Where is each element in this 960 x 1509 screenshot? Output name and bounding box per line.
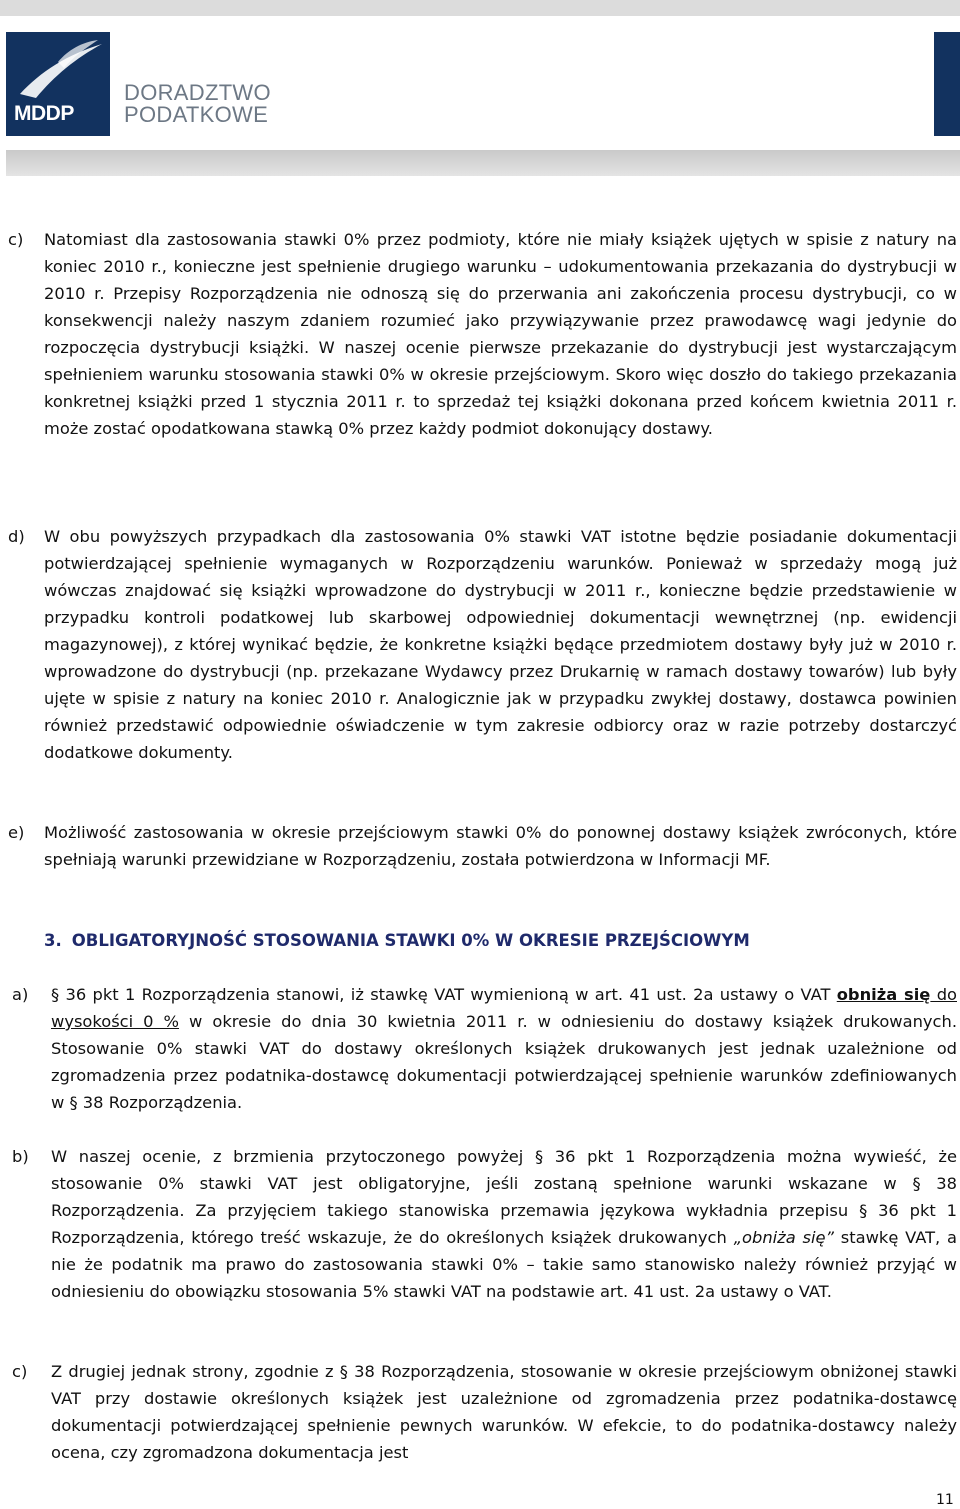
section-title: OBLIGATORYJNOŚĆ STOSOWANIA STAWKI 0% W OKRESIE PRZEJŚCIOWYM [71,931,750,950]
brand-name [124,82,271,126]
item-text: Natomiast dla zastosowania stawki 0% przez podmioty, które nie miały książek ujętych w spisie z natury na koniec 2010 r., konieczne jest spełnienie drugiego warunku – udokumentowania przekazania do dystrybucji w 2010 r. Przepisy Rozporządzenia nie odnoszą się do przerwania ani zakończenia procesu dystrybucji, co w konsekwencji należy naszym zdaniem rozumieć jako przywiązywanie przez prawodawcę wagi jedynie do rozpoczęcia dystrybucji książki. W naszej ocenie pierwsze przekazanie do dystrybucji jest wystarczającym spełnieniem warunku stosowania stawki 0% w okresie przejściowym. Skoro więc doszło do takiego przekazania konkretnej książki przed 1 stycznia 2011 r. to sprzedaż tej książki dokonana przed końcem kwietnia 2011 r. może zostać opodatkowana stawką 0% przez każdy podmiot dokonujący dostawy. [44,230,957,438]
item-text [51,981,957,1116]
item-text [51,1143,957,1305]
item-label: c) [8,230,24,249]
list-item [0,523,960,766]
page-number: 11 [936,1492,954,1508]
section-heading [44,930,760,952]
header-top-bar [0,0,960,16]
list-item [0,1358,960,1466]
text-segment: stawkę VAT, a nie że podatnik ma prawo do zastosowania stawki 0% – takie samo stanowisko należy również przyjąć w odniesieniu do obowiązku stosowania 5% stawki VAT na podstawie art. 41 ust. 2a ustawy o VAT. [51,1228,958,1301]
list-item [0,819,960,873]
company-logo [6,32,110,136]
item-label: a) [12,985,29,1004]
section-number: 3. [44,931,62,950]
list-item [0,226,960,442]
item-text: Możliwość zastosowania w okresie przejściowym stawki 0% do ponownej dostawy książek zwróconych, które spełniają warunki przewidziane w Rozporządzeniu, została potwierdzona w Informacji MF. [44,823,957,869]
item-label: e) [8,823,25,842]
italic-quote: „obniża się” [733,1228,834,1247]
item-label: c) [12,1362,28,1381]
brand-line-2: PODATKOWE [124,102,269,127]
text-segment: W naszej ocenie, z brzmienia przytoczonego powyżej § 36 pkt 1 Rozporządzenia można wywieść, że stosowanie 0% stawki VAT jest obligatoryjne, jeśli zostaną spełnione warunki wskazane w § 38 Rozporządzenia. Za przyjęciem takiego stanowiska przemawia językowa wykładnia przepisu § 36 pkt 1 Rozporządzenia, którego treść wskazuje, że do określonych książek drukowanych [51,1147,957,1247]
item-label: b) [12,1147,29,1166]
list-item [0,981,960,1116]
logo-text: MDDP [14,102,74,125]
underlined-text: do wysokości 0 % [51,985,957,1031]
text-segment: § 36 pkt 1 Rozporządzenia stanowi, iż stawkę VAT wymienioną w art. 41 ust. 2a ustawy o VAT [51,985,837,1004]
header-divider-band [6,150,960,176]
brand-line-1: DORADZTWO [124,80,271,105]
item-text: W obu powyższych przypadkach dla zastosowania 0% stawki VAT istotne będzie posiadanie dokumentacji potwierdzającej spełnienie wymaganych w Rozporządzeniu warunków. Ponieważ w sprzedaży mogą już wówczas znajdować się książki wprowadzone do dystrybucji w 2011 r., konieczne będzie przedstawienie w przypadku kontroli podatkowej lub skarbowej odpowiedniej dokumentacji wewnętrznej (np. ewidencji magazynowej), z której wynikać będzie, że konkretne książki będące przedmiotem dostawy były już w 2010 r. wprowadzone do dystrybucji (np. przekazane Wydawcy przez Drukarnię w ramach dostawy towarów) lub były ujęte w spisie z natury na koniec 2010 r. Analogicznie jak w przypadku zwykłej dostawy, dostawca powinien również przedstawić odpowiednie oświadczenie w tym zakresie odbiorcy oraz w razie potrzeby dostarczyć dodatkowe dokumenty. [44,527,957,762]
item-text: Z drugiej jednak strony, zgodnie z § 38 Rozporządzenia, stosowanie w okresie przejściowym obniżonej stawki VAT przy dostawie określonych książek jest uzależnione od zgromadzenia przez podatnika-dostawcę dokumentacji potwierdzającej spełnienie pewnych warunków. W efekcie, to do podatnika-dostawcy należy ocena, czy zgromadzona dokumentacja jest [51,1362,957,1462]
item-label: d) [8,527,25,546]
list-item [0,1143,960,1305]
header-accent-block [934,32,960,136]
emphasis-text: obniża się [836,985,931,1004]
text-segment: w okresie do dnia 30 kwietnia 2011 r. w odniesieniu do dostawy książek drukowanych. Stosowanie 0% stawki VAT do dostawy określonych książek drukowanych jest jednak uzależnione od zgromadzenia przez podatnika-dostawcę dokumentacji potwierdzającej spełnienie warunków zdefiniowanych w § 38 Rozporządzenia. [51,1012,957,1112]
